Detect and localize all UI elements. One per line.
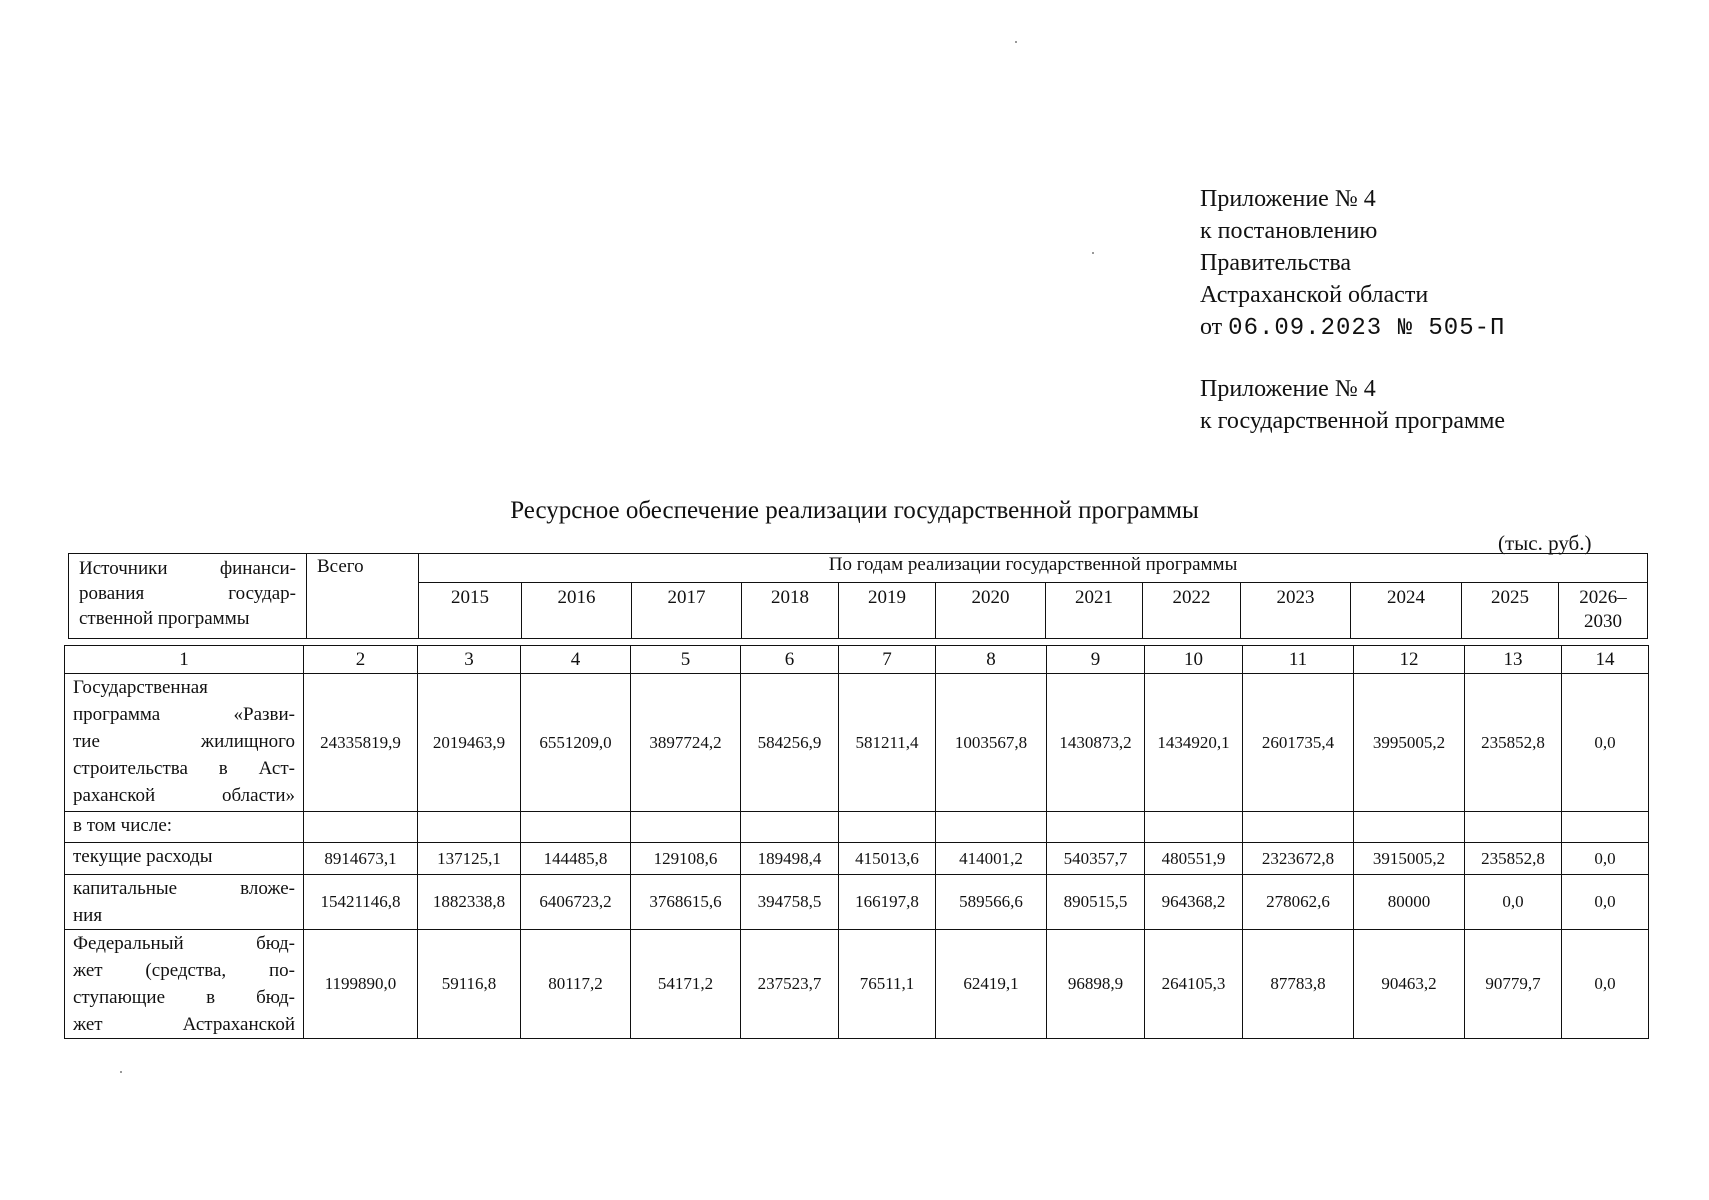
value-cell	[1243, 812, 1354, 843]
column-number: 9	[1047, 646, 1145, 674]
source-label-line: раханской области»	[73, 785, 295, 806]
source-header-line: рования государ-	[79, 583, 296, 604]
source-label-line: в том числе:	[73, 815, 173, 836]
value-cell	[936, 812, 1047, 843]
value-cell: 2601735,4	[1243, 674, 1354, 812]
value-cell	[1562, 812, 1649, 843]
source-cell	[65, 812, 304, 843]
table-row	[65, 674, 1649, 812]
value-cell: 90779,7	[1465, 930, 1562, 1039]
value-cell: 235852,8	[1465, 843, 1562, 875]
year-header: 2026– 2030	[1559, 583, 1648, 639]
value-cell: 76511,1	[839, 930, 936, 1039]
value-cell	[521, 812, 631, 843]
value-cell: 189498,4	[741, 843, 839, 875]
value-cell: 581211,4	[839, 674, 936, 812]
year-header: 2023	[1241, 583, 1351, 639]
source-label-line: Федеральный бюд-	[73, 933, 295, 954]
year-header: 2018	[742, 583, 839, 639]
year-header: 2024	[1351, 583, 1462, 639]
value-cell: 237523,7	[741, 930, 839, 1039]
value-cell: 0,0	[1562, 930, 1649, 1039]
value-cell: 144485,8	[521, 843, 631, 875]
value-cell: 1003567,8	[936, 674, 1047, 812]
table-row	[65, 930, 1649, 1039]
resolution-date-number: 06.09.2023 № 505-П	[1228, 315, 1506, 342]
value-cell: 0,0	[1465, 875, 1562, 930]
value-cell: 3995005,2	[1354, 674, 1465, 812]
source-header-line: ственной программы	[79, 608, 250, 629]
year-header: 2016	[522, 583, 632, 639]
year-header: 2022	[1143, 583, 1241, 639]
value-cell: 96898,9	[1047, 930, 1145, 1039]
value-cell: 137125,1	[418, 843, 521, 875]
source-label-line: программа «Разви-	[73, 704, 295, 725]
source-label-line: строительства в Аст-	[73, 758, 295, 779]
scan-speck	[1092, 252, 1094, 254]
date-prefix: от	[1200, 314, 1223, 340]
source-label-line: Государственная	[73, 677, 208, 698]
resolution-header	[1200, 183, 1505, 345]
year-header: 2015	[419, 583, 522, 639]
year-header: 2021	[1046, 583, 1143, 639]
source-header-line: Источники финанси-	[79, 558, 296, 579]
value-cell: 1199890,0	[304, 930, 418, 1039]
value-cell: 80117,2	[521, 930, 631, 1039]
year-header: 2019	[839, 583, 936, 639]
column-number: 5	[631, 646, 741, 674]
value-cell	[741, 812, 839, 843]
value-cell: 414001,2	[936, 843, 1047, 875]
annex-label: Приложение № 4	[1200, 186, 1376, 212]
value-cell: 964368,2	[1145, 875, 1243, 930]
value-cell: 1430873,2	[1047, 674, 1145, 812]
value-cell	[1145, 812, 1243, 843]
column-number: 2	[304, 646, 418, 674]
source-label-line: капитальные вложе-	[73, 878, 295, 899]
value-cell: 166197,8	[839, 875, 936, 930]
year-header: 2017	[632, 583, 742, 639]
value-cell: 278062,6	[1243, 875, 1354, 930]
year-header: 2025	[1462, 583, 1559, 639]
value-cell: 415013,6	[839, 843, 936, 875]
units-label: (тыс. руб.)	[1498, 531, 1592, 555]
scan-speck	[120, 1071, 122, 1073]
column-number: 11	[1243, 646, 1354, 674]
government-label: Правительства	[1200, 250, 1352, 276]
source-label-line: ния	[73, 905, 103, 926]
column-number: 3	[418, 646, 521, 674]
value-cell	[1465, 812, 1562, 843]
column-number: 12	[1354, 646, 1465, 674]
value-cell: 62419,1	[936, 930, 1047, 1039]
source-column-header	[69, 554, 307, 639]
value-cell: 235852,8	[1465, 674, 1562, 812]
value-cell: 394758,5	[741, 875, 839, 930]
column-number: 14	[1562, 646, 1649, 674]
total-column-header: Всего	[307, 554, 419, 639]
value-cell	[1354, 812, 1465, 843]
year-header: 2020	[936, 583, 1046, 639]
value-cell	[304, 812, 418, 843]
value-cell	[631, 812, 741, 843]
column-number: 10	[1145, 646, 1243, 674]
value-cell: 1882338,8	[418, 875, 521, 930]
value-cell: 6551209,0	[521, 674, 631, 812]
column-number: 1	[65, 646, 304, 674]
value-cell: 24335819,9	[304, 674, 418, 812]
source-label-line: жет (средства, по-	[73, 960, 295, 981]
years-group-header: По годам реализации государственной программы	[419, 554, 1648, 583]
value-cell: 87783,8	[1243, 930, 1354, 1039]
value-cell: 584256,9	[741, 674, 839, 812]
source-cell	[65, 930, 304, 1039]
value-cell: 80000	[1354, 875, 1465, 930]
value-cell: 480551,9	[1145, 843, 1243, 875]
column-number: 4	[521, 646, 631, 674]
region-label: Астраханской области	[1200, 282, 1429, 308]
value-cell	[418, 812, 521, 843]
annex2-label: Приложение № 4	[1200, 376, 1376, 402]
source-label-line: ступающие в бюд-	[73, 987, 295, 1008]
value-cell: 890515,5	[1047, 875, 1145, 930]
value-cell: 1434920,1	[1145, 674, 1243, 812]
value-cell: 0,0	[1562, 843, 1649, 875]
table-header	[68, 553, 1648, 639]
value-cell: 2019463,9	[418, 674, 521, 812]
resolution-label: к постановлению	[1200, 218, 1378, 244]
table-row	[65, 875, 1649, 930]
value-cell: 129108,6	[631, 843, 741, 875]
value-cell: 59116,8	[418, 930, 521, 1039]
source-label-line: тие жилищного	[73, 731, 295, 752]
value-cell: 540357,7	[1047, 843, 1145, 875]
value-cell: 90463,2	[1354, 930, 1465, 1039]
table-row	[65, 843, 1649, 875]
value-cell: 54171,2	[631, 930, 741, 1039]
column-number: 7	[839, 646, 936, 674]
value-cell	[839, 812, 936, 843]
resolution-date-line	[1200, 311, 1505, 345]
table-row	[65, 812, 1649, 843]
column-number: 8	[936, 646, 1047, 674]
program-label: к государственной программе	[1200, 408, 1506, 434]
value-cell: 2323672,8	[1243, 843, 1354, 875]
value-cell: 264105,3	[1145, 930, 1243, 1039]
program-annex-header	[1200, 373, 1505, 437]
source-cell	[65, 843, 304, 875]
document-title: Ресурсное обеспечение реализации государственной программы	[510, 497, 1199, 524]
value-cell: 15421146,8	[304, 875, 418, 930]
value-cell: 3915005,2	[1354, 843, 1465, 875]
value-cell: 3897724,2	[631, 674, 741, 812]
value-cell: 0,0	[1562, 875, 1649, 930]
source-cell	[65, 674, 304, 812]
value-cell: 8914673,1	[304, 843, 418, 875]
source-label-line: жет Астраханской	[73, 1014, 295, 1035]
source-label-line: текущие расходы	[73, 846, 213, 867]
financing-table	[64, 645, 1649, 1039]
value-cell: 589566,6	[936, 875, 1047, 930]
value-cell: 6406723,2	[521, 875, 631, 930]
scan-speck	[1015, 41, 1017, 43]
source-cell	[65, 875, 304, 930]
value-cell: 3768615,6	[631, 875, 741, 930]
value-cell	[1047, 812, 1145, 843]
value-cell: 0,0	[1562, 674, 1649, 812]
column-number: 13	[1465, 646, 1562, 674]
column-number: 6	[741, 646, 839, 674]
